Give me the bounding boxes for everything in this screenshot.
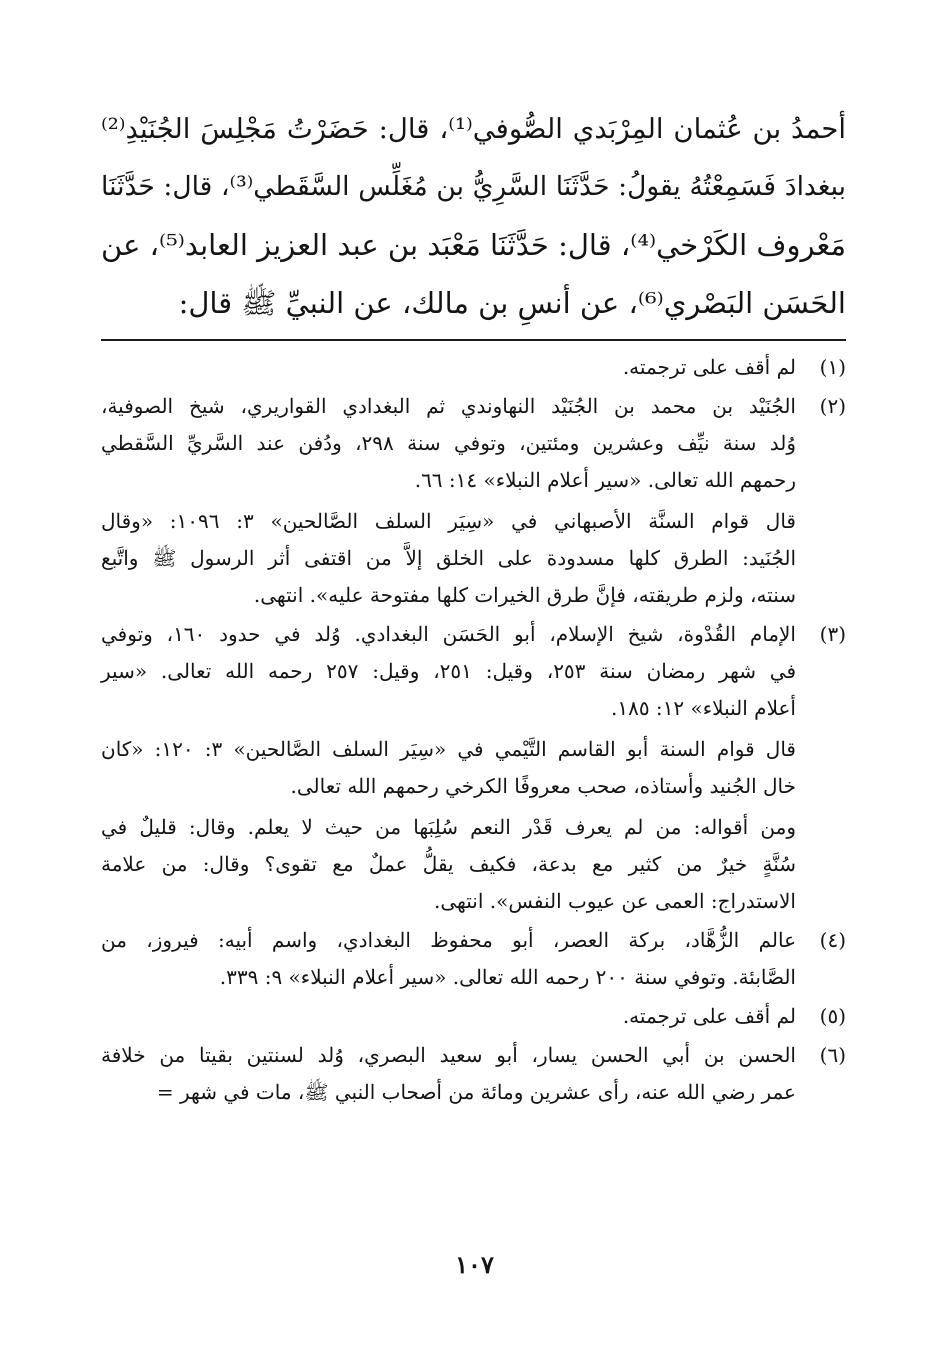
footnote-number: (٤) [819, 928, 846, 952]
footnote-line: في شهر رمضان سنة ٢٥٣، وقيل: ٢٥١، وقيل: ٢٥٧ رحمه الله تعالى. «سير [101, 659, 797, 683]
footnote-separator [101, 339, 846, 341]
footnote-line: الحسن بن أبي الحسن يسار، أبو سعيد البصري، وُلد لسنتين بقيتا من خلافة [101, 1043, 796, 1067]
footnote-line: الجُنَيد: الطرق كلها مسدودة على الخلق إلاَّ من اقتفى أثر الرسول ﷺ واتَّبع [101, 546, 796, 570]
footnote-line: وُلد سنة نيِّف وعشرين ومئتين، وتوفي سنة ٢٩٨، ودُفن عند السَّريِّ السَّقطي [101, 431, 796, 455]
footnote [101, 388, 846, 614]
footnote [101, 998, 846, 1035]
footnote-line: عمر رضي الله عنه، رأى عشرين ومائة من أصحاب النبي ﷺ، مات في شهر = [156, 1080, 796, 1104]
footnote-line: الجُنَيْد بن محمد بن الجُنَيْد النهاوندي ثم البغدادي القواريري، شيخ الصوفية، [101, 394, 796, 418]
footnote-number: (٣) [819, 622, 846, 646]
main-text-line: الحَسَن البَصْري⁽⁶⁾، عن أنسِ بن مالك، عن النبيِّ ﷺ قال: [178, 286, 846, 320]
footnote-line: لم أقف على ترجمته. [622, 1004, 796, 1028]
footnote-line: خال الجُنيد وأستاذه، صحب معروفًا الكرخي رحمهم الله تعالى. [290, 774, 796, 798]
footnote-line: الإمام القُدْوة، شيخ الإسلام، أبو الحَسَن البغدادي. وُلد في حدود ١٦٠، وتوفي [101, 622, 796, 646]
footnote-line: عالم الزُّهَّاد، بركة العصر، أبو محفوظ البغدادي، واسم أبيه: فيروز، من [101, 928, 796, 952]
footnote-line: الاستدراج: العمى عن عيوب النفس». انتهى. [433, 889, 796, 913]
main-text-line: ببغدادَ فَسَمِعْتُهُ يقولُ: حَدَّثَنَا السَّرِيُّ بن مُغَلِّس السَّقَطي⁽³⁾، قال: حَدَّثَنَا [101, 171, 846, 202]
footnotes [101, 349, 846, 1111]
footnote-number: (٦) [819, 1043, 846, 1067]
footnote [101, 349, 846, 386]
main-text-line: أحمدُ بن عُثمان المِرْبَدي الصُّوفي⁽¹⁾، قال: حَضَرْتُ مَجْلِسَ الجُنَيْدِ⁽²⁾ [101, 113, 846, 145]
footnote-line: الصَّابئة. وتوفي سنة ٢٠٠ رحمه الله تعالى. «سير أعلام النبلاء» ٩: ٣٣٩. [219, 965, 796, 989]
footnote-line: رحمهم الله تعالى. «سير أعلام النبلاء» ١٤: ٦٦. [414, 468, 796, 492]
footnote-line: أعلام النبلاء» ١٢: ١٨٥. [610, 696, 796, 720]
footnote [101, 1037, 846, 1111]
footnote [101, 616, 846, 920]
footnote-number: (٢) [819, 394, 846, 418]
footnote-line: سُنَّةٍ خيرٌ من كثير مع بدعة، فكيف يقلُّ عملٌ مع تقوى؟ وقال: من علامة [101, 852, 796, 876]
footnote-line: سنته، ولزم طريقته، فإنَّ طرق الخيرات كلها مفتوحة عليه». انتهى. [253, 583, 796, 607]
main-text-line: مَعْروف الكَرْخي⁽⁴⁾، قال: حَدَّثَنَا مَعْبَد بن عبد العزيز العابد⁽⁵⁾، عن [101, 228, 846, 262]
footnote-line: لم أقف على ترجمته. [622, 355, 796, 379]
footnote-number: (١) [819, 355, 846, 379]
main-text [101, 100, 846, 332]
footnote-line: قال قوام السنة أبو القاسم التَّيْمي في «سِيَر السلف الصَّالحين» ٣: ١٢٠: «كان [101, 737, 796, 761]
footnote [101, 922, 846, 996]
page-number: ١٠٧ [455, 1250, 494, 1279]
footnote-line: ومن أقواله: من لم يعرف قَدْر النعم سُلِبَها من حيث لا يعلم. وقال: قليلٌ في [101, 815, 796, 839]
footnote-line: قال قوام السنَّة الأصبهاني في «سِيَر السلف الصَّالحين» ٣: ١٠٩٦: «وقال [101, 509, 796, 533]
footnote-number: (٥) [819, 1004, 846, 1028]
